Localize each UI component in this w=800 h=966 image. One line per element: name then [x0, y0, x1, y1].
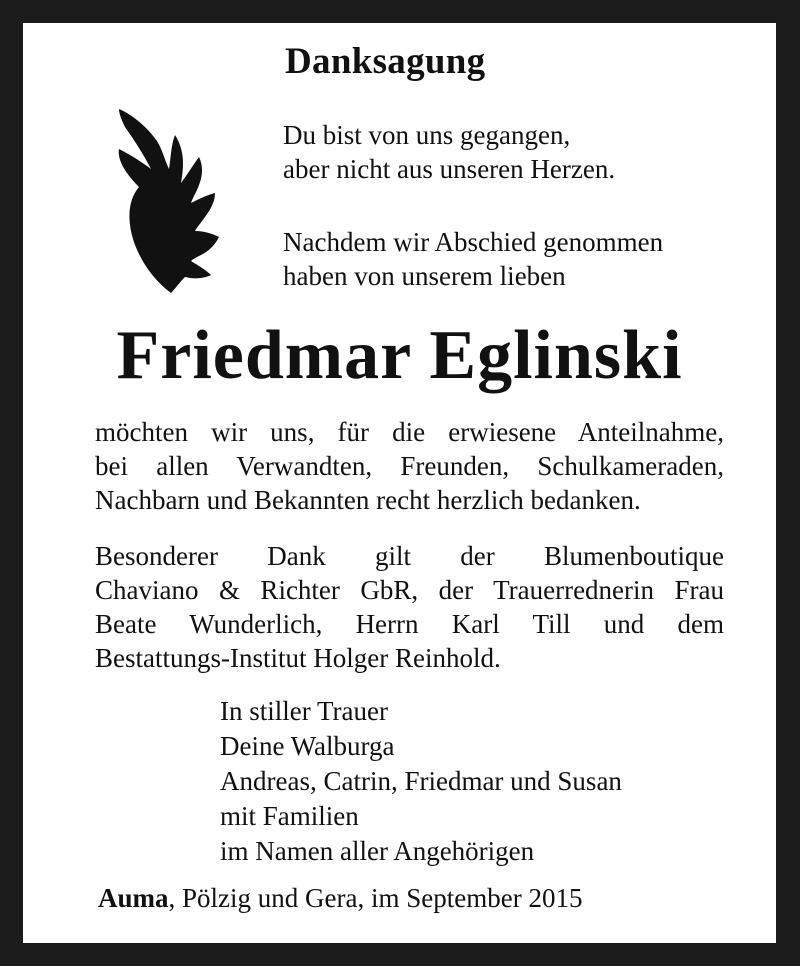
thanks-line: bei allen Verwandten, Freunden, Schulkameraden, [95, 451, 724, 481]
place-date-rest: , Pölzig und Gera, im September 2015 [168, 883, 583, 913]
special-thanks-line: Besonderer Dank gilt der Blumenboutique [95, 541, 724, 571]
intro-text [283, 225, 663, 293]
signoff-line: im Namen aller Angehörigen [220, 836, 535, 866]
intro-line: haben von unserem lieben [283, 261, 566, 291]
signoff-line: Andreas, Catrin, Friedmar und Susan [220, 766, 622, 796]
special-thanks-line: Bestattungs-Institut Holger Reinhold. [95, 643, 501, 673]
thanks-line: möchten wir uns, für die erwiesene Anteilnahme, [95, 417, 724, 447]
special-thanks-paragraph [95, 539, 724, 675]
thanks-line: Nachbarn und Bekannten recht herzlich bedanken. [95, 485, 641, 515]
special-thanks-line: Beate Wunderlich, Herrn Karl Till und dem [95, 609, 724, 639]
antler-icon [115, 105, 235, 295]
signoff [220, 694, 622, 869]
thanks-paragraph [95, 415, 724, 517]
intro-line: Nachdem wir Abschied genommen [283, 227, 664, 257]
special-thanks-line: Chaviano & Richter GbR, der Trauerrednerin Frau [95, 575, 724, 605]
place-date-line [98, 883, 582, 914]
signoff-line: mit Familien [220, 801, 359, 831]
verse-line: aber nicht aus unseren Herzen. [283, 154, 616, 184]
signoff-line: In stiller Trauer [220, 696, 388, 726]
place-name: Auma [98, 883, 169, 913]
verse-line: Du bist von uns gegangen, [283, 120, 571, 150]
obituary-notice [23, 23, 776, 943]
notice-heading: Danksagung [285, 41, 486, 82]
verse [283, 118, 615, 186]
deceased-name: Friedmar Eglinski [116, 317, 683, 394]
signoff-line: Deine Walburga [220, 731, 395, 761]
